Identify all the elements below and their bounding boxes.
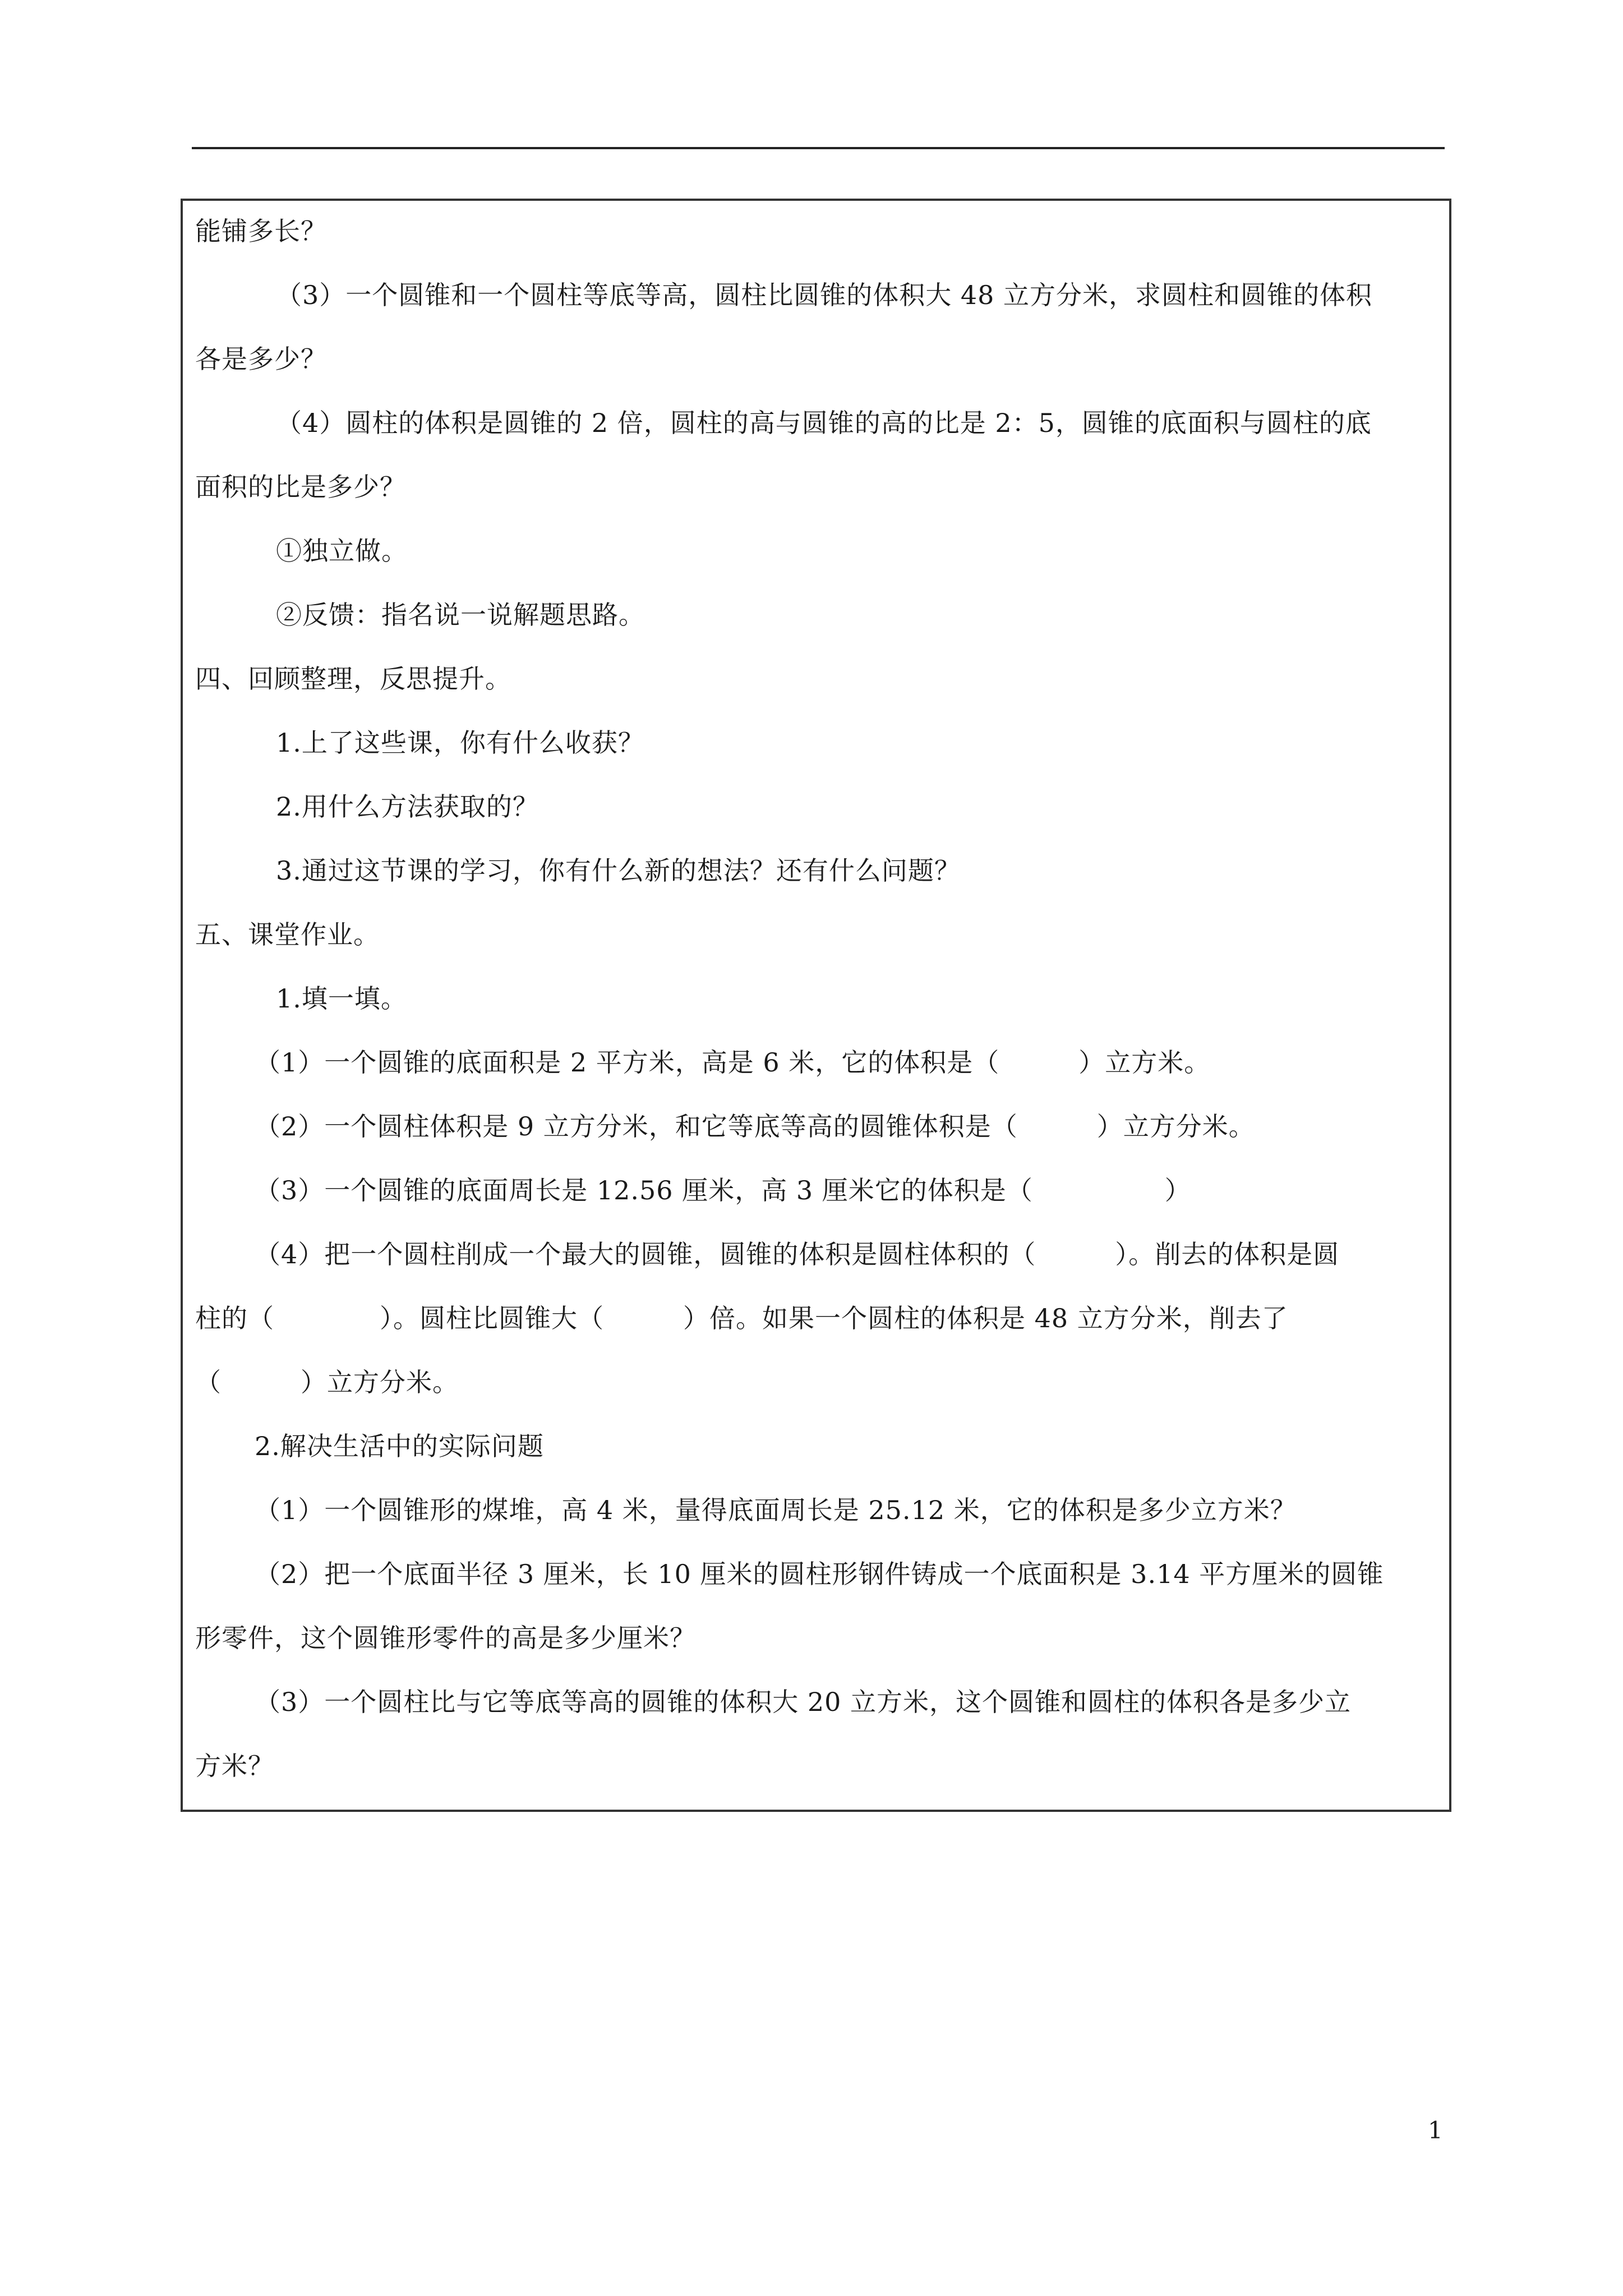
section-heading: 五、课堂作业。 [195, 919, 380, 950]
text-line: 方米？ [195, 1751, 274, 1781]
section-heading: 四、回顾整理，反思提升。 [195, 664, 511, 694]
text-line: 2.用什么方法获取的？ [276, 792, 539, 822]
text-line: 3.通过这节课的学习，你有什么新的想法？还有什么问题？ [276, 855, 961, 886]
text-line: （4）圆柱的体积是圆锥的 2 倍，圆柱的高与圆锥的高的比是 2：5，圆锥的底面积与圆柱的底 [276, 408, 1372, 438]
text-line: （1）一个圆锥形的煤堆，高 4 米，量得底面周长是 25.12 米，它的体积是多少立方米？ [255, 1495, 1297, 1525]
text-line: （2）把一个底面半径 3 厘米，长 10 厘米的圆柱形钢件铸成一个底面积是 3.14 平方厘米的圆锥 [255, 1559, 1384, 1589]
text-line: （3）一个圆柱比与它等底等高的圆锥的体积大 20 立方米，这个圆锥和圆柱的体积各是多少立 [255, 1687, 1352, 1717]
text-line: （4）把一个圆柱削成一个最大的圆锥，圆锥的体积是圆柱体积的（ ）。削去的体积是圆 [255, 1239, 1340, 1269]
header-rule [192, 147, 1445, 149]
text-line: ①独立做。 [276, 536, 408, 566]
text-line: 能铺多长？ [195, 216, 327, 246]
text-line: 1.填一填。 [276, 983, 407, 1014]
text-line: （2）一个圆柱体积是 9 立方分米，和它等底等高的圆锥体积是（ ）立方分米。 [255, 1111, 1255, 1142]
text-line: （1）一个圆锥的底面积是 2 平方米，高是 6 米，它的体积是（ ）立方米。 [255, 1047, 1211, 1078]
text-line: 柱的（ ）。圆柱比圆锥大（ ）倍。如果一个圆柱的体积是 48 立方分米，削去了 [195, 1303, 1288, 1333]
text-line: （3）一个圆锥和一个圆柱等底等高，圆柱比圆锥的体积大 48 立方分米，求圆柱和圆锥的体积 [276, 280, 1373, 310]
text-line: 1.上了这些课，你有什么收获？ [276, 728, 644, 758]
text-line: 各是多少？ [195, 344, 327, 374]
text-line: ②反馈：指名说一说解题思路。 [276, 600, 645, 630]
text-line: （3）一个圆锥的底面周长是 12.56 厘米，高 3 厘米它的体积是（ ） [255, 1175, 1191, 1205]
text-line: 2.解决生活中的实际问题 [255, 1431, 544, 1461]
text-line: （ ）立方分米。 [195, 1367, 459, 1397]
text-line: 面积的比是多少？ [195, 472, 406, 502]
text-line: 形零件，这个圆锥形零件的高是多少厘米？ [195, 1623, 696, 1653]
page-number: 1 [1428, 2116, 1443, 2144]
